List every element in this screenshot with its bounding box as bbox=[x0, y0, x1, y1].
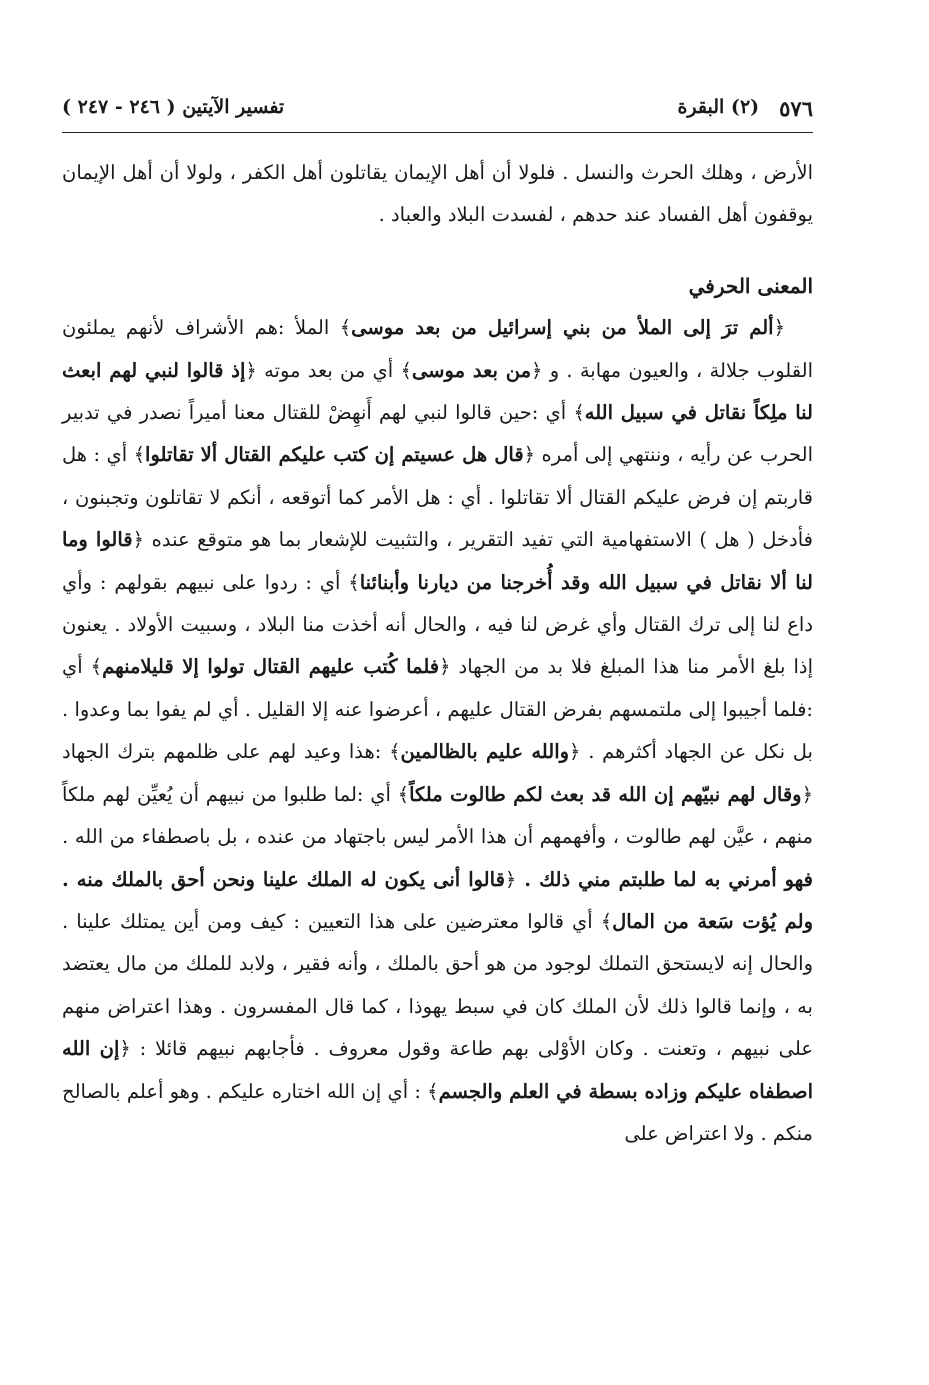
quran-quote: قالوا أنى يكون له الملك علينا ونحن أحق بالملك منه . ولم يُؤت سَعة من المال bbox=[62, 867, 813, 933]
page-header bbox=[62, 92, 813, 133]
quran-quote: من بعد موسى bbox=[411, 358, 532, 382]
commentary-text: أي قالوا معترضين على هذا التعيين : كيف ومن أين يمتلك علينا . والحال إنه لايستحق التملك لوجود من هو أحق بالملك ، وأنه فقير ، ولابد للملك من مال يعتضد به ، وإنما قالوا ذلك لأن الملك كان في سبط يهوذا ، كما قال المفسرون . وهذا اعتراض منهم على نبيهم ، وتعنت . وكان الأوْلى بهم طاعة وقول معروف . فأجابهم نبيهم قائلا : bbox=[62, 909, 814, 1061]
quran-open-bracket: ﴿ bbox=[801, 782, 813, 806]
header-right bbox=[677, 96, 813, 121]
commentary-text: أي :لما طلبوا من نبيهم أن يُعيِّن لهم ملكاً منهم ، عيَّن لهم طالوت ، وأفهمهم أن هذا الأمر ليس باجتهاد من عنده ، بل باصطفاء من الله . bbox=[62, 782, 813, 849]
quran-open-bracket: ﴿ bbox=[245, 358, 257, 382]
quran-open-bracket: ﴿ bbox=[132, 528, 145, 552]
commentary-text: أي : هل قاربتم إن فرض عليكم القتال ألا تقاتلوا . أي : هل الأمر كما أتوقعه ، أنكم لا تقاتلون وتجبنون ، فأدخل ( هل ) الاستفهامية التي تفيد التقرير ، والتثبيت للإشعار بما هو متوقع عنده bbox=[62, 443, 813, 552]
quran-open-bracket: ﴿ bbox=[119, 1037, 131, 1061]
quran-quote: قال هل عسيتم إن كتب عليكم القتال ألا تقاتلوا bbox=[145, 443, 524, 467]
commentary-text: :هذا وعيد لهم على ظلمهم بترك الجهاد bbox=[62, 740, 390, 764]
quran-quote: قالوا وما لنا ألا نقاتل في سبيل الله وقد أُخرجنا من ديارنا وأبنائنا bbox=[62, 528, 813, 594]
quran-open-bracket: ﴿ bbox=[569, 740, 581, 764]
tafsir-paragraph bbox=[62, 307, 813, 1155]
commentary-text: أي :فلما أجيبوا إلى ملتمسهم بفرض القتال عليهم ، أعرضوا عنه إلا القليل . أي لم يفوا بما وعدوا . بل نكل عن الجهاد أكثرهم . bbox=[62, 655, 813, 764]
section-heading: المعنى الحرفي bbox=[688, 273, 813, 298]
emphasized-text: فهو أمرني به لما طلبتم مني ذلك . bbox=[516, 867, 813, 891]
quran-close-bracket: ﴾ bbox=[573, 401, 585, 425]
intro-paragraph: الأرض ، وهلك الحرث والنسل . فلولا أن أهل الإيمان يقاتلون أهل الكفر ، ولولا أن أهل الإيمان يوقفون أهل الفساد عند حدهم ، لفسدت البلاد والعباد . bbox=[62, 161, 813, 227]
quran-quote: والله عليم بالظالمين bbox=[400, 740, 570, 764]
quran-quote: فلما كُتب عليهم القتال تولوا إلا قليلامنهم bbox=[102, 655, 440, 679]
quran-open-bracket: ﴿ bbox=[531, 358, 543, 382]
quran-close-bracket: ﴾ bbox=[133, 443, 146, 467]
quran-quote: إن الله اصطفاه عليكم وزاده بسطة في العلم والجسم bbox=[62, 1037, 813, 1103]
quran-close-bracket: ﴾ bbox=[339, 316, 352, 340]
quran-quote: ألم ترَ إلى الملأ من بني إسرائيل من بعد موسى bbox=[351, 316, 774, 340]
quran-quote: وقال لهم نبيّهم إن الله قد بعث لكم طالوت ملكاً bbox=[409, 782, 802, 806]
quran-close-bracket: ﴾ bbox=[397, 782, 410, 806]
quran-quote: إذ قالوا لنبي لهم ابعث لنا ملِكاً نقاتل في سبيل الله bbox=[62, 358, 813, 425]
quran-open-bracket: ﴿ bbox=[523, 443, 536, 467]
commentary-text: أي : ردوا على نبيهم بقولهم : وأي داع لنا إلى ترك القتال وأي غرض لنا فيه ، والحال أنه أخذت منا البلاد ، وسبيت الأولاد . يعنون إذا بلغ الأمر منا هذا المبلغ فلا بد من الجهاد bbox=[62, 570, 813, 679]
surah-name: (٢) البقرة bbox=[677, 96, 760, 118]
quran-close-bracket: ﴾ bbox=[90, 655, 103, 679]
commentary-text: أي من بعد موته bbox=[256, 358, 401, 382]
quran-close-bracket: ﴾ bbox=[600, 909, 613, 933]
page-body bbox=[62, 152, 813, 1155]
quran-close-bracket: ﴾ bbox=[400, 358, 412, 382]
commentary-text: أي :حين قالوا لنبي لهم أَنهِضْ للقتال معنا أميراً نصدر في تدبير الحرب عن رأيه ، وننتهي إلى أمره bbox=[62, 401, 813, 467]
commentary-text: : أي إن الله اختاره عليكم . وهو أعلم بالصالح منكم . ولا اعتراض على bbox=[62, 1079, 813, 1145]
quran-close-bracket: ﴾ bbox=[389, 740, 401, 764]
quran-close-bracket: ﴾ bbox=[348, 570, 360, 594]
quran-open-bracket: ﴿ bbox=[439, 655, 451, 679]
commentary-text: الملأ :هم الأشراف لأنهم يملئون القلوب جلالة ، والعيون مهابة . و bbox=[62, 316, 813, 382]
quran-open-bracket: ﴿ bbox=[504, 867, 517, 891]
quran-open-bracket: ﴿ bbox=[773, 316, 786, 340]
page-number: ٥٧٦ bbox=[779, 96, 813, 121]
quran-close-bracket: ﴾ bbox=[427, 1079, 439, 1103]
running-title: تفسير الآيتين ( ٢٤٦ - ٢٤٧ ) bbox=[62, 96, 285, 118]
